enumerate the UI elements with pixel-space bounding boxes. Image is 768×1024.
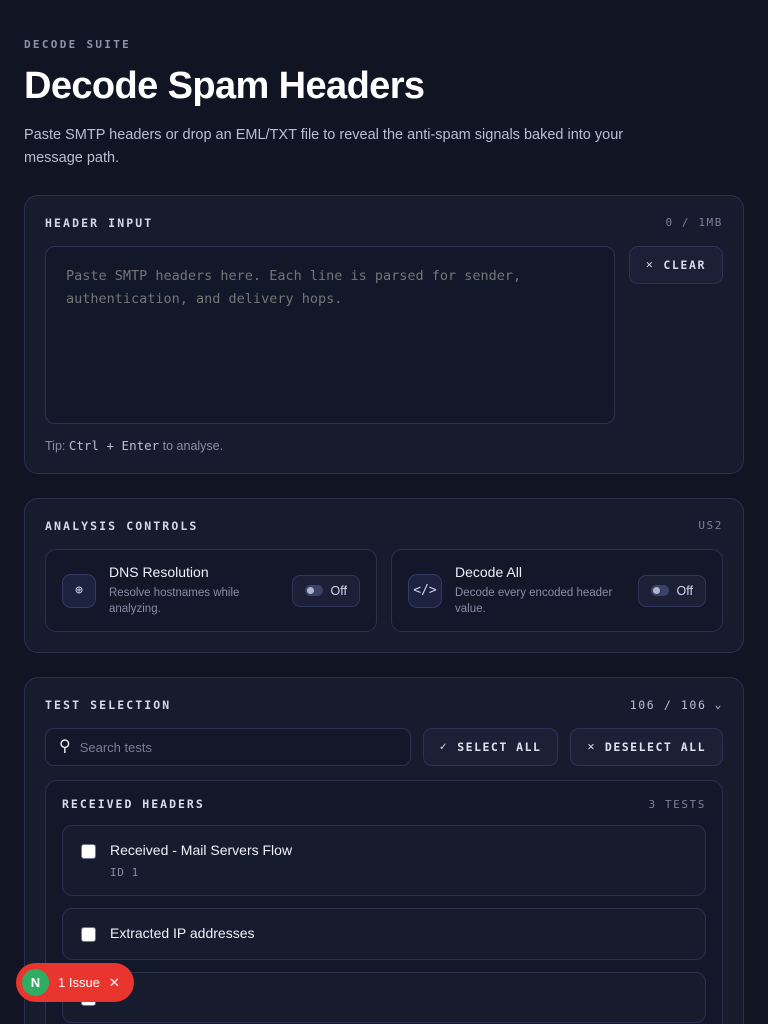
toggle-dns-label: Off bbox=[330, 583, 347, 598]
clear-button[interactable] bbox=[629, 246, 723, 284]
test-count-toggle[interactable] bbox=[630, 698, 723, 712]
test-row-text bbox=[110, 925, 254, 943]
control-decode-all bbox=[391, 549, 723, 632]
test-group-count: 3 TESTS bbox=[648, 797, 706, 811]
globe-icon: ⊕ bbox=[62, 574, 96, 608]
page-description: Paste SMTP headers or drop an EML/TXT file to reveal the anti-spam signals baked into your message path. bbox=[24, 127, 624, 167]
deselect-all-label: DESELECT ALL bbox=[604, 740, 706, 755]
select-all-button[interactable] bbox=[423, 728, 559, 766]
test-row[interactable] bbox=[62, 825, 706, 896]
test-group-header bbox=[62, 797, 706, 811]
close-icon[interactable]: ✕ bbox=[108, 974, 120, 990]
toggle-decode-label: Off bbox=[676, 583, 693, 598]
search-tests-wrapper[interactable] bbox=[45, 728, 411, 766]
brand-eyebrow: DECODE SUITE bbox=[24, 38, 132, 51]
control-dns-text bbox=[109, 564, 279, 617]
shortcut-tip bbox=[45, 438, 723, 453]
analysis-controls-header bbox=[45, 519, 723, 533]
test-selection-header bbox=[45, 698, 723, 712]
control-decode-text bbox=[455, 564, 625, 617]
tip-suffix: to analyse. bbox=[162, 438, 224, 453]
test-id: ID 1 bbox=[110, 866, 139, 880]
test-name: Extracted IP addresses bbox=[110, 925, 255, 942]
test-checkbox[interactable] bbox=[81, 844, 96, 859]
header-input-counter: 0 / 1MB bbox=[665, 216, 723, 230]
analysis-controls-grid bbox=[45, 549, 723, 632]
tip-shortcut: Ctrl + Enter bbox=[68, 437, 160, 453]
analysis-controls-meta: US2 bbox=[698, 519, 723, 533]
search-icon: ⚲ bbox=[59, 738, 71, 756]
control-decode-title: Decode All bbox=[455, 563, 522, 580]
control-decode-description: Decode every encoded header value. bbox=[455, 586, 613, 616]
issue-toast-message: 1 Issue bbox=[58, 975, 100, 990]
close-icon: ✕ bbox=[645, 257, 655, 272]
header-input-row bbox=[45, 246, 723, 424]
chevron-down-icon: ⌄ bbox=[714, 697, 723, 712]
control-dns-title: DNS Resolution bbox=[109, 563, 209, 580]
analysis-controls-title: ANALYSIS CONTROLS bbox=[45, 518, 199, 533]
tip-prefix: Tip: bbox=[45, 438, 66, 453]
header-input-card bbox=[24, 195, 744, 474]
test-row[interactable] bbox=[62, 908, 706, 960]
close-icon: ✕ bbox=[587, 739, 596, 754]
clear-button-label: CLEAR bbox=[663, 257, 706, 272]
page-title: Decode Spam Headers bbox=[24, 65, 425, 107]
test-selection-title: TEST SELECTION bbox=[45, 698, 172, 713]
toggle-decode-all[interactable] bbox=[638, 575, 706, 607]
test-tools-row bbox=[45, 728, 723, 766]
test-row-text bbox=[110, 842, 292, 879]
issue-toast[interactable] bbox=[16, 963, 134, 1002]
test-name: Received - Mail Servers Flow bbox=[110, 842, 293, 859]
test-group-received-headers bbox=[45, 780, 723, 1024]
toggle-dns-resolution[interactable] bbox=[292, 575, 360, 607]
deselect-all-button[interactable] bbox=[570, 728, 723, 766]
headers-textarea[interactable] bbox=[45, 246, 615, 424]
search-tests-input[interactable] bbox=[80, 740, 397, 755]
toggle-pill-icon bbox=[305, 585, 323, 596]
test-selection-card bbox=[24, 677, 744, 1024]
avatar: N bbox=[22, 969, 49, 996]
test-checkbox[interactable] bbox=[81, 927, 96, 942]
analysis-controls-card bbox=[24, 498, 744, 653]
header-input-title: HEADER INPUT bbox=[45, 215, 154, 230]
header-input-header bbox=[45, 216, 723, 230]
control-dns-resolution bbox=[45, 549, 377, 632]
select-all-label: SELECT ALL bbox=[457, 740, 542, 755]
control-dns-description: Resolve hostnames while analyzing. bbox=[109, 586, 240, 616]
check-icon: ✓ bbox=[439, 739, 449, 754]
code-icon: </> bbox=[408, 574, 442, 608]
test-group-title: RECEIVED HEADERS bbox=[62, 797, 205, 812]
toggle-pill-icon bbox=[651, 585, 669, 596]
test-row[interactable] bbox=[62, 972, 706, 1023]
test-count-label: 106 / 106 bbox=[629, 698, 707, 713]
